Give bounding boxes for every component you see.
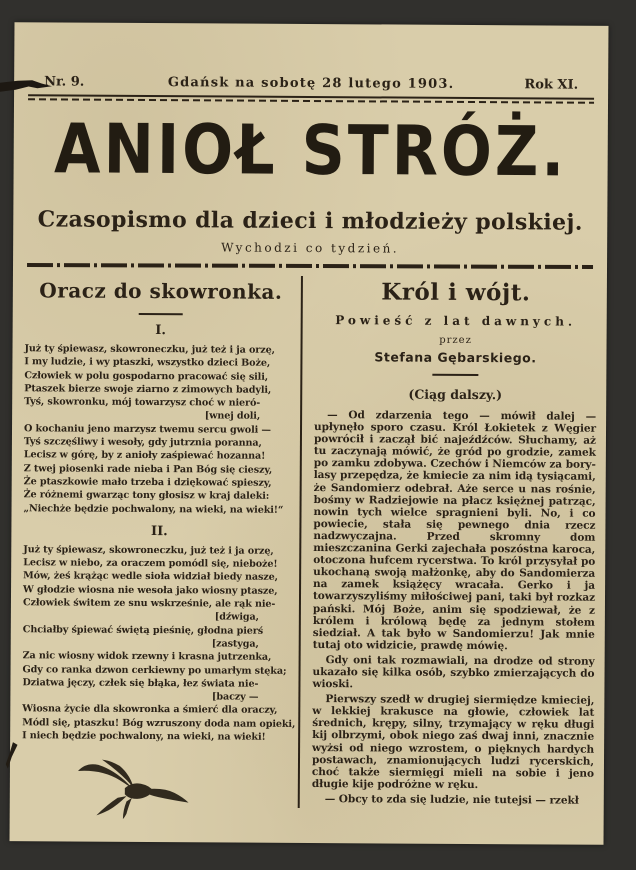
masthead-rule bbox=[28, 94, 594, 103]
frequency-note: Wychodzi co tydzień. bbox=[221, 240, 400, 256]
story-paragraphs bbox=[312, 409, 596, 807]
poem-line: Gdy co ranka dzwon cerkiewny po umarłym stęka; bbox=[22, 663, 287, 677]
poem-line: Człowiek świtem ze snu wskrześnie, ale rąk nie- bbox=[22, 597, 276, 610]
poem-line: [dźwiga, bbox=[214, 611, 259, 624]
poem-line: I my ludzie, i wy ptaszki, wszystko dzieci Boże, bbox=[24, 356, 271, 370]
swallow-illustration bbox=[74, 759, 192, 822]
poem-line: „Niechże będzie pochwalony, na wieki, na wieki!“ bbox=[23, 502, 284, 516]
poem-line: Lecisz w niebo, za oraczem pomódl się, nieboże! bbox=[23, 557, 278, 570]
story-paragraph: — Obcy to zda się ludzie, nie tutejsi — rzekł bbox=[324, 793, 579, 807]
poem-line: Człowiek w polu gospodarno pracować się sili, bbox=[24, 369, 269, 383]
page-title: ANIOŁ STRÓŻ. bbox=[53, 109, 568, 193]
poem-line: Dziatwa jęczy, człek się błąka, łez świata nie- bbox=[22, 677, 259, 690]
subtitle: Czasopismo dla dzieci i młodzieży polskiej. bbox=[37, 206, 583, 236]
poem-line: Już ty śpiewasz, skowroneczku, już też i ja orzę, bbox=[23, 544, 274, 557]
left-column bbox=[22, 274, 301, 822]
columns bbox=[22, 274, 597, 824]
byline-prefix: przez bbox=[439, 334, 472, 346]
poem-line: Wiosna życie dla skowronka a śmierć dla oraczy, bbox=[22, 703, 278, 717]
poem-line: Już ty śpiewasz, skowroneczku, już też i ja orzę, bbox=[24, 343, 275, 356]
story-subheading: Powieść z lat dawnych. bbox=[335, 313, 577, 329]
stanza-label: II. bbox=[150, 523, 168, 539]
poem-line: Tyś, skowronku, mój towarzysz choć w nieró- bbox=[24, 396, 261, 409]
newspaper-page bbox=[10, 22, 609, 845]
author-name: Stefana Gębarskiego. bbox=[374, 349, 537, 366]
poem-line: Chciałby śpiewać świętą pieśnię, głodna pierś bbox=[22, 623, 264, 637]
poem-line: Z twej piosenki rade nieba i Pan Bóg się cieszy, bbox=[23, 462, 273, 476]
poem-line: O kochaniu jeno marzysz twemu sercu gwoli — bbox=[23, 423, 271, 436]
right-column bbox=[298, 276, 597, 810]
masthead bbox=[44, 74, 578, 92]
stanza-label: I. bbox=[155, 323, 166, 339]
story-paragraph: — Od zdarzenia tego — mówił dalej — upłynęło sporo czasu. Król Łokietek z Węgier powrócił i zaczął bić najeźdźców. Słuchamy, aż tu zaczynają mówić, że gród po grodzie, zamek po zamku zdobywa. Czechów i Niemców za bory-lasy przepędza, że kmiecie za nim idą tysiącami, że Sandomierz odebrał. Aże serce u nas rośnie, bośmy w Radziejowie na płacz księżnej patrząc, nowin tych wielce spragnieni byli. No, i co powiecie, stała się pewnego dnia rzecz nadzwyczajna. Przed skromny dom mieszczanina Gerki zajechała poszóstna karoca, otoczona hufcem rycerstwa. To król przysyłał po ukochaną swoją małżonkę, aby do Sandomierza na zamek książęcy wracała. Gerko i ja towarzyszyliśmy miłościwej pani, taki był rozkaz pański. Mój Boże, anim się spodziewał, że z królem i królową będę za jednym stołem siedział. A tak było w Sandomierzu! Jak mnie tutaj oto widzicie, prawdę mówię. bbox=[312, 409, 597, 652]
poem-heading: Oracz do skowronka. bbox=[39, 278, 283, 304]
author-rule bbox=[432, 374, 478, 376]
poem-line: Że ptaszkowie mało trzeba i dziękować spieszy, bbox=[23, 476, 272, 489]
poem-line: [wnej doli, bbox=[204, 410, 261, 423]
poem-line: Módl się, ptaszku! Bóg wzruszony doda nam opieki, bbox=[22, 716, 296, 730]
poem-line: Ptaszek bierze swoje ziarno z zimowych badyli, bbox=[24, 383, 272, 396]
heading-rule bbox=[139, 313, 183, 315]
continuation-note: (Ciąg dalszy.) bbox=[408, 386, 503, 403]
poem-line: Tyś szczęśliwy i wesoły, gdy jutrznia poranna, bbox=[23, 436, 262, 449]
poem-line: [zastyga, bbox=[211, 638, 259, 650]
story-heading: Król i wójt. bbox=[381, 278, 531, 307]
poem-line: W głodzie wiosna nie wesoła jako wiosny ptasze, bbox=[23, 584, 278, 597]
section-divider-rule bbox=[27, 263, 593, 269]
poem-line: Że różnemi gwarząc tony głosisz w kraj daleki: bbox=[23, 489, 270, 503]
poem-line: Za nic wiosny widok rzewny i krasna jutrzenka, bbox=[22, 650, 272, 664]
poem-stanzas bbox=[22, 322, 297, 744]
story-paragraph: Pierwszy szedł w drugiej siermiędze kmieciej, w lekkiej krakusce na głowie, człowiek lat średnich, krępy, silny, trzymający w ręku długi kij olbrzymi, obok niego zaś dwaj inni, znacznie wyżsi od niego wzrostem, o pięknych hardych postawach, znamionujących ludzi rycerskich, choć także siermięgi mieli na sobie i jeno długie kije podróżne w ręku. bbox=[311, 693, 595, 791]
poem-line: Mów, żeś krążąc wedle sioła widział biedy nasze, bbox=[23, 570, 278, 584]
poem-line: [baczy — bbox=[211, 691, 259, 703]
issue-number: Nr. 9. bbox=[44, 74, 85, 90]
story-paragraph: Gdy oni tak rozmawiali, na drodze od strony ukazało się kilka osób, szybko zmierzających do wioski. bbox=[312, 653, 595, 691]
dateline: Gdańsk na sobotę 28 lutego 1903. bbox=[167, 75, 455, 92]
poem-line: Lecisz w górę, by z anioły zaśpiewać hozanna! bbox=[23, 449, 266, 463]
poem-line: I niech będzie pochwalony, na wieki, na wieki! bbox=[22, 730, 266, 743]
volume-number: Rok XI. bbox=[524, 77, 579, 93]
